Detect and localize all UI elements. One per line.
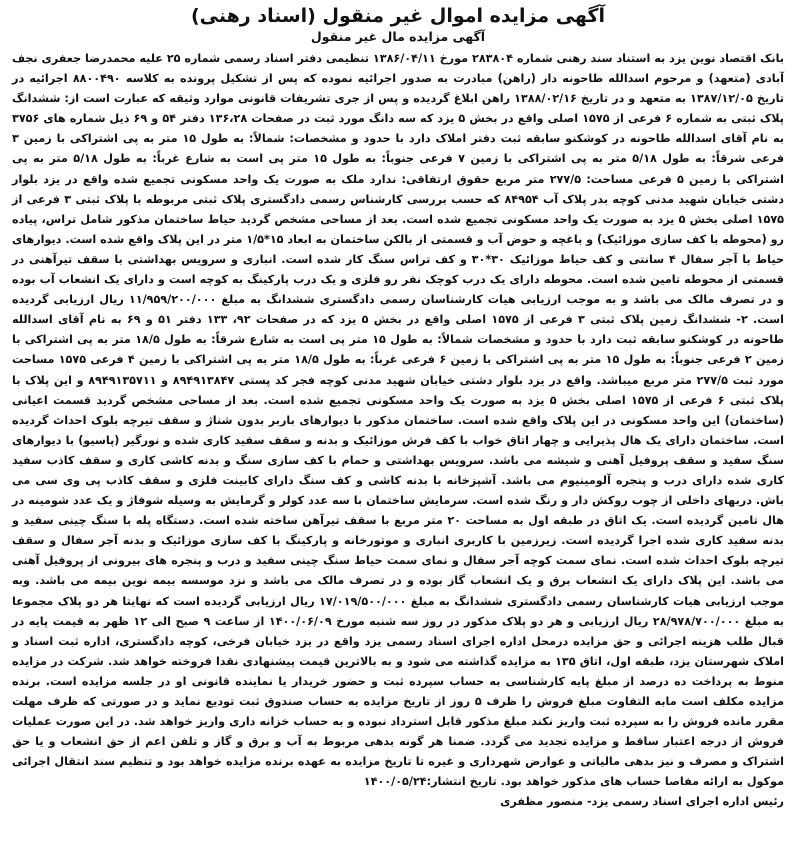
- notice-subtitle: آگهی مزایده مال غیر منقول: [310, 29, 486, 44]
- notice-title: آگهی مزایده اموال غیر منقول (اسناد رهنی): [190, 5, 606, 27]
- auction-notice: [8, 4, 788, 855]
- notice-signature: رئیس اداره اجرای اسناد رسمی یزد- منصور مظفری: [500, 795, 784, 809]
- notice-body: بانک اقتصاد نوین یزد به استناد سند رهنی شماره ۲۸۳۸۰۴ مورخ ۱۳۸۶/۰۴/۱۱ تنظیمی دفتر اسناد رسمی شماره ۲۵ علیه محمدرضا جعفری نجف آبادی (متعهد) و مرحوم اسدالله طاحونه دار (راهن) مبادرت به صدور اجرائیه نموده که پس از تشکیل پرونده به کلاسه ۸۸۰۰۴۹۰ اجرائیه در تاریخ ۱۳۸۷/۱۲/۰۵ به متعهد و در تاریخ ۱۳۸۸/۰۲/۱۶ راهن ابلاغ گردیده و پس از جری تشریفات قانونی موارد وثیقه که عبارت است از: ششدانگ پلاک ثبتی به شماره ۶ فرعی از ۱۵۷۵ اصلی واقع در بخش ۵ یزد که سه دانگ مورد ثبت در صفحات ۱۳۶،۲۸ دفتر ۵۴ و ۶۹ ذیل شماره های ۳۷۵۶ به نام آقای اسدالله طاحونه در کوشکنو سابقه ثبت دفتر املاک دارد با حدود و مشخصات: شمالاً: به طول ۱۵ متر به پی اشتراکی با زمین ۳ فرعی شرقاً: به طول ۵/۱۸ متر به پی اشتراکی با زمین ۷ فرعی جنوباً: به طول ۱۵ متر پی است به شارع غرباً: به طول ۵/۱۸ متر به پی اشتراکی با زمین ۵ فرعی مساحت: ۲۷۷/۵ متر مربع حقوق ارتفاقی: ندارد ملک به صورت یک واحد مسکونی تجمیع شده واقع در یزد بلوار دشتی خیابان شهید مدنی کوچه بدر پلاک آب ۸۴۹۵۴ که حسب بررسی کارشناس رسمی دادگستری پلاک ثبتی مربوطه با پلاک ثبتی ۳ فرعی از ۱۵۷۵ اصلی بخش ۵ یزد به صورت یک واحد مسکونی تجمیع شده است. بعد از مساحی مشخص گردید حیاط ساختمان مذکور شامل تراس، پیاده رو (محوطه با کف سازی موزائیک) و باغچه و حوض آب و قسمتی از بالکن ساختمان به ابعاد ۱۵*۱/۵ متر در این پلاک واقع شده است. دیوارهای حیاط با آجر سفال ۴ سانتی و کف حیاط موزائیک ۳۰*۳۰ و کف تراس سنگ کار شده است. انباری و سرویس بهداشتی با سقف تیرآهنی در قسمتی از محوطه تامین شده است. محوطه دارای یک درب کوچک نفر رو فلزی و یک درب پارکینگ به کوچه است و دارای یک انشعاب آب بوده و در تصرف مالک می باشد و به موجب ارزیابی هیات کارشناسان رسمی دادگستری ششدانگ به مبلغ ۱۱/۹۵۹/۲۰۰/۰۰۰ ریال ارزیابی گردیده است. ۲- ششدانگ زمین پلاک ثبتی ۳ فرعی از ۱۵۷۵ اصلی واقع در بخش ۵ یزد که در صفحات ۹۲، ۱۳۳ دفتر ۵۱ و ۶۹ به نام آقای اسدالله طاحونه در کوشکنو سابقه ثبت دارد با حدود و مشخصات شمالاً: به طول ۱۵ متر پی است به شارع شرقاً: به طول ۱۸/۵ متر به پی اشتراکی با زمین ۲ فرعی جنوباً: به طول ۱۵ متر به پی اشتراکی با زمین ۶ فرعی غرباً: به طول ۱۸/۵ متر به پی اشتراکی با زمین ۴ فرعی ۱۵۷۵ مساحت مورد ثبت ۲۷۷/۵ متر مربع میباشد. واقع در یزد بلوار دشتی خیابان شهید مدنی کوچه فجر کد پستی ۸۹۴۹۱۳۸۴۷ و ۸۹۴۹۱۳۵۷۱۱ و این پلاک با پلاک ثبتی ۶ فرعی از ۱۵۷۵ اصلی بخش ۵ یزد به صورت یک واحد مسکونی تجمیع شده است. بعد از مساحی مشخص گردید قسمت اعیانی (ساختمان) این واحد مسکونی در این پلاک واقع شده است. ساختمان مذکور با دیوارهای باربر بدون شناژ و سقف تیرچه بلوک احداث گردیده است. ساختمان دارای یک هال پذیرایی و چهار اتاق خواب با کف فرش موزائیک و بدنه و سقف سفید کاری شده و نورگیر (پاسیو) با دیوارهای سنگ سفید و سقف پروفیل آهنی و شیشه می باشد. سرویس بهداشتی و حمام با کف سازی سنگ و بدنه کاشی کاری و سقف کاذب سفید کاری شده دارای درب و پنجره آلومینیوم می باشد. آشپزخانه با بدنه کاشی و کف سنگ دارای کابینت فلزی و سقف کاذب پی وی سی می باش. دربهای داخلی از چوب روکش دار و رنگ شده است. سرمایش ساختمان با سه عدد کولر و گرمایش به وسیله شوفاژ و یک عدد شومینه در هال تامین گردیده است. یک اتاق در طبقه اول به مساحت ۲۰ متر مربع با سقف تیرآهن ساخته شده است. دستگاه پله با سنگ چینی سفید و بدنه سفید کاری شده اجرا گردیده است. زیرزمین با کاربری انباری و موتورخانه و پارکینگ با کف سازی موزائیک و بدنه آجر سفال و سقف تیرچه بلوک احداث شده است. نمای سمت کوچه آجر سفال و نمای سمت حیاط سنگ چینی سفید و درب و پنجره های بیرونی از پروفیل آهنی می باشد. این پلاک دارای یک انشعاب برق و یک انشعاب گاز بوده و در تصرف مالک می باشد و نزد موسسه بیمه نوین بیمه می باشد. وبه موجب ارزیابی هیات کارشناسان رسمی دادگستری ششدانگ به مبلغ ۱۷/۰۱۹/۵۰۰/۰۰۰ ریال ارزیابی گردیده است که نهایتا هر دو پلاک مجموعا به مبلغ ۲۸/۹۷۸/۷۰۰/۰۰۰ ریال ارزیابی و هر دو پلاک مذکور در روز سه شنبه مورخ ۱۴۰۰/۰۶/۰۹ از ساعت ۹ صبح الی ۱۲ ظهر به قیمت پایه در قبال طلب هزینه اجرائی و حق مزایده درمحل اداره اجرای اسناد رسمی یزد واقع در یزد خیابان فرخی، کوچه دادگستری، اداره ثبت اسناد و املاک شهرستان یزد، طبقه اول، اتاق ۱۳۵ به مزایده گذاشته می شود و به بالاترین قیمت پیشنهادی نقدا فروخته خواهد شد. شرکت در مزایده منوط به پرداخت ده درصد از مبلغ پایه کارشناسی به حساب سپرده ثبت و حضور خریدار یا نماینده قانونی او در جلسه مزایده است. برنده مزایده مکلف است مابه التفاوت مبلغ فروش را ظرف ۵ روز از تاریخ مزایده به حساب صندوق ثبت تودیع نماید و در صورتی که ظرف مهلت مقرر مانده فروش را به سپرده ثبت واریز نکند مبلغ مذکور قابل استرداد نبوده و به حساب خزانه داری واریز خواهد شد. در این صورت عملیات فروش از درجه اعتبار ساقط و مزایده تجدید می گردد. ضمنا هر گونه بدهی مربوط به آب و برق و گاز و تلفن اعم از حق انشعاب و یا حق اشتراک و مصرف و نیز بدهی مالیاتی و عوارض شهرداری و غیره تا تاریخ مزایده به عهده برنده مزایده خواهد بود و تنظیم سند انتقال اجرائی موکول به ارائه مفاصا حساب های مذکور خواهد بود. تاریخ انتشار:۱۴۰۰/۰۵/۲۴: [11, 52, 785, 789]
